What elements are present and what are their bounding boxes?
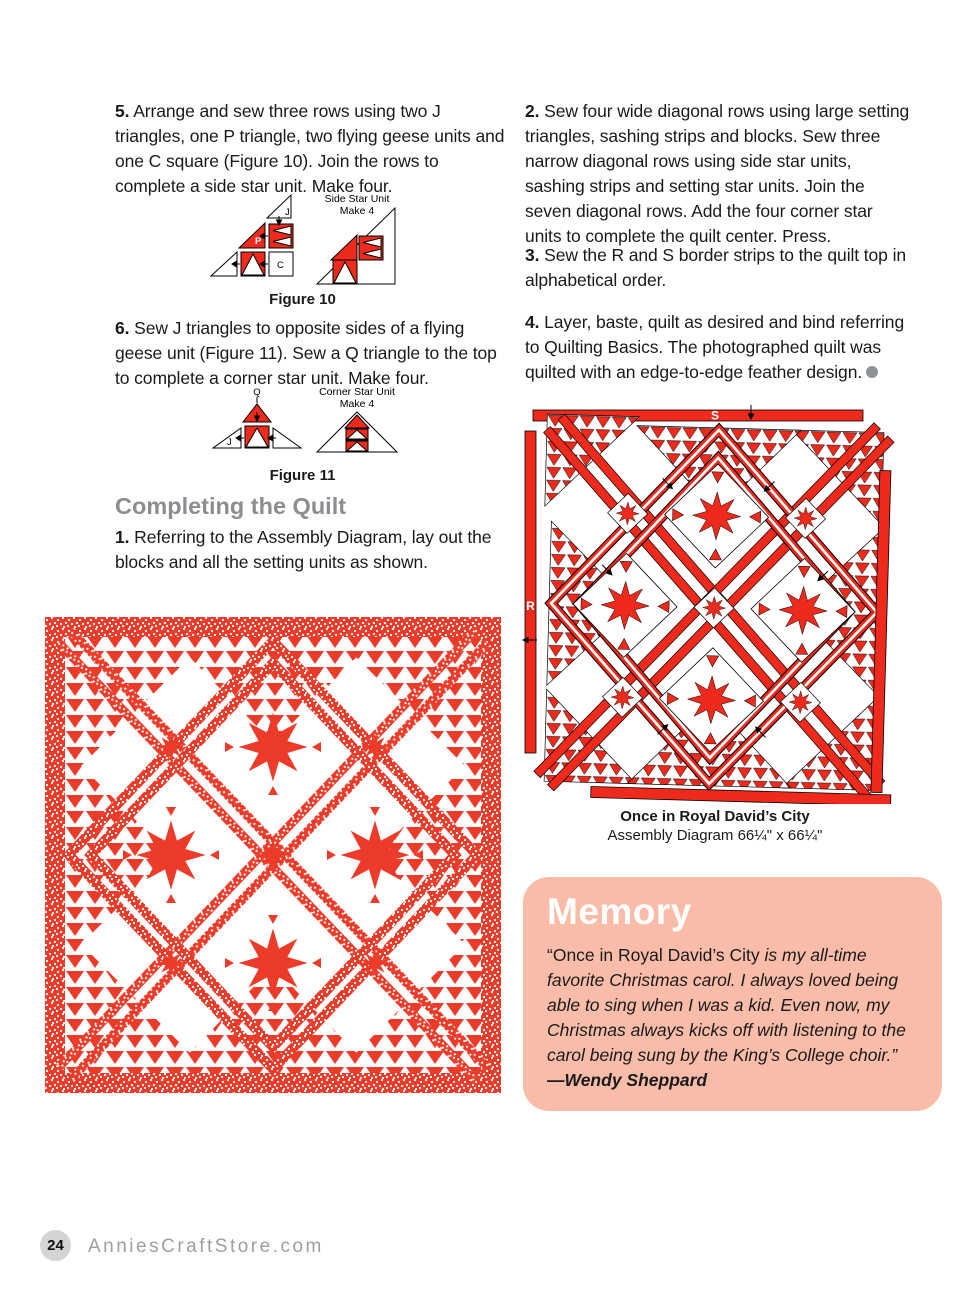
memory-sidebar <box>523 877 942 1111</box>
memory-quote-title: “Once in Royal David’s City <box>547 945 760 965</box>
figure-11-caption: Figure 11 <box>269 467 336 484</box>
step-4 <box>525 310 913 385</box>
step-6-number: 6. <box>115 318 130 338</box>
fig11-unit-label-2: Make 4 <box>339 398 375 410</box>
figure-11-diagram <box>205 386 400 464</box>
step-5-text: Arrange and sew three rows using two J triangles, one P triangle, two flying geese units and one C square (Figure 10). Join the rows to complete a side star unit. Make four. <box>115 101 505 196</box>
assembly-label-r: R <box>526 599 535 613</box>
figure-10-diagram <box>205 192 400 288</box>
step-6-text: Sew J triangles to opposite sides of a flying geese unit (Figure 11). Sew a Q triangle to the top to complete a corner star unit. Make four. <box>115 318 497 388</box>
assembly-diagram <box>519 404 905 804</box>
step-4-number: 4. <box>525 312 540 332</box>
page-number-badge <box>40 1230 71 1261</box>
step-3-text: Sew the R and S border strips to the quilt top in alphabetical order. <box>525 245 906 290</box>
step-2-number: 2. <box>525 101 540 121</box>
step-1-number: 1. <box>115 527 130 547</box>
quilt-photo <box>45 617 501 1093</box>
step-3-number: 3. <box>525 245 540 265</box>
fig11-unit-label-1: Corner Star Unit <box>319 386 395 398</box>
step-6 <box>115 316 507 391</box>
end-of-article-dot <box>866 366 878 378</box>
assembly-diagram-svg <box>519 404 905 804</box>
fig10-label-c: C <box>277 260 284 271</box>
memory-quote <box>547 943 918 1068</box>
assembly-label-s: S <box>710 408 720 423</box>
figure-10-caption: Figure 10 <box>269 291 336 308</box>
step-5-number: 5. <box>115 101 130 121</box>
quilt-photo-svg <box>45 617 501 1093</box>
fig10-label-j: J <box>285 207 290 218</box>
step-2-text: Sew four wide diagonal rows using large setting triangles, sashing strips and blocks. Sew three narrow diagonal rows using side star units, sashing strips and setting star units. Join the seven diagonal rows. Add the four corner star units to complete the quilt center. Press. <box>525 101 910 246</box>
step-1 <box>115 525 507 575</box>
assembly-caption-title: Once in Royal David’s City <box>620 808 810 825</box>
completing-the-quilt-heading: Completing the Quilt <box>115 493 347 519</box>
memory-quote-body: is my all-time favorite Christmas carol. I always loved being able to sing when I was a kid. Even now, my Christmas always kicks off with listening to the carol being sung by the King’s College choir.” <box>547 945 906 1065</box>
step-1-text: Referring to the Assembly Diagram, lay out the blocks and all the setting units as shown. <box>115 527 492 572</box>
figure-10-svg <box>205 192 400 288</box>
step-3 <box>525 243 913 293</box>
footer-site-text: AnniesCraftStore.com <box>88 1236 324 1257</box>
step-4-text: Layer, baste, quilt as desired and bind referring to Quilting Basics. The photographed quilt was quilted with an edge-to-edge feather design. <box>525 312 905 382</box>
assembly-caption-sub: Assembly Diagram 66¼" x 66¼" <box>607 827 823 844</box>
memory-attribution: —Wendy Sheppard <box>547 1070 708 1090</box>
fig10-unit-label-1: Side Star Unit <box>324 193 390 205</box>
step-5 <box>115 99 507 199</box>
page-number: 24 <box>47 1237 64 1254</box>
fig11-label-j: J <box>227 437 232 448</box>
assembly-caption <box>525 808 905 844</box>
fig10-label-p: P <box>255 236 262 247</box>
figure-11-svg <box>205 386 400 464</box>
step-2 <box>525 99 913 249</box>
fig11-label-q: Q <box>253 387 261 398</box>
fig10-unit-label-2: Make 4 <box>339 205 375 217</box>
memory-title: Memory <box>547 891 692 932</box>
